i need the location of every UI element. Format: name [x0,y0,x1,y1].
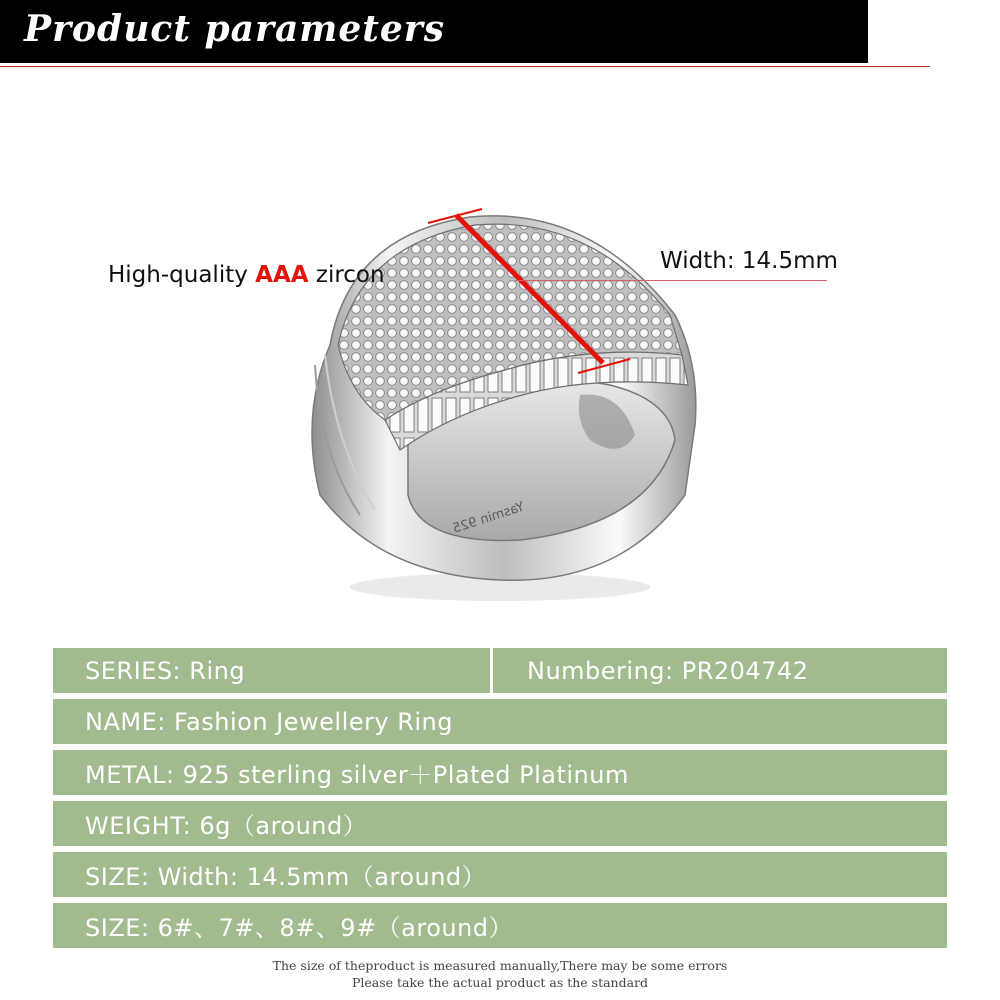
ring-engraving: Yasmin 925 [450,499,527,537]
width-callout-line [515,280,827,281]
footnote [0,957,1000,991]
param-row-size-width [53,852,947,897]
param-series: SERIES: Ring [53,648,493,693]
param-row-metal [53,750,947,795]
footnote-line-1: The size of theproduct is measured manually,There may be some errors [272,958,728,973]
param-row-name [53,699,947,744]
ring-illustration [290,195,710,615]
zircon-prefix: High-quality [108,262,256,288]
zircon-accent: AAA [255,262,309,288]
ring-image [290,195,710,615]
footnote-line-2: Please take the actual product as the standard [351,975,649,990]
zircon-callout [108,262,385,288]
param-numbering: Numbering: PR204742 [527,656,809,685]
header-divider [0,66,930,67]
param-row-weight [53,801,947,846]
width-callout: Width: 14.5mm [660,248,838,274]
param-sizes: SIZE: 6#、7#、8#、9#（around） [85,914,514,942]
param-size-width: SIZE: Width: 14.5mm（around） [85,863,487,891]
param-metal: METAL: 925 sterling silver＋Plated Platinum [85,761,629,789]
zircon-suffix: zircon [308,262,385,288]
param-weight: WEIGHT: 6g（around） [85,812,368,840]
param-row-sizes [53,903,947,948]
parameters-table [53,648,947,954]
page-title: Product parameters [24,8,446,50]
param-row-series [53,648,947,693]
param-name: NAME: Fashion Jewellery Ring [85,707,453,736]
header-bar [0,0,868,63]
